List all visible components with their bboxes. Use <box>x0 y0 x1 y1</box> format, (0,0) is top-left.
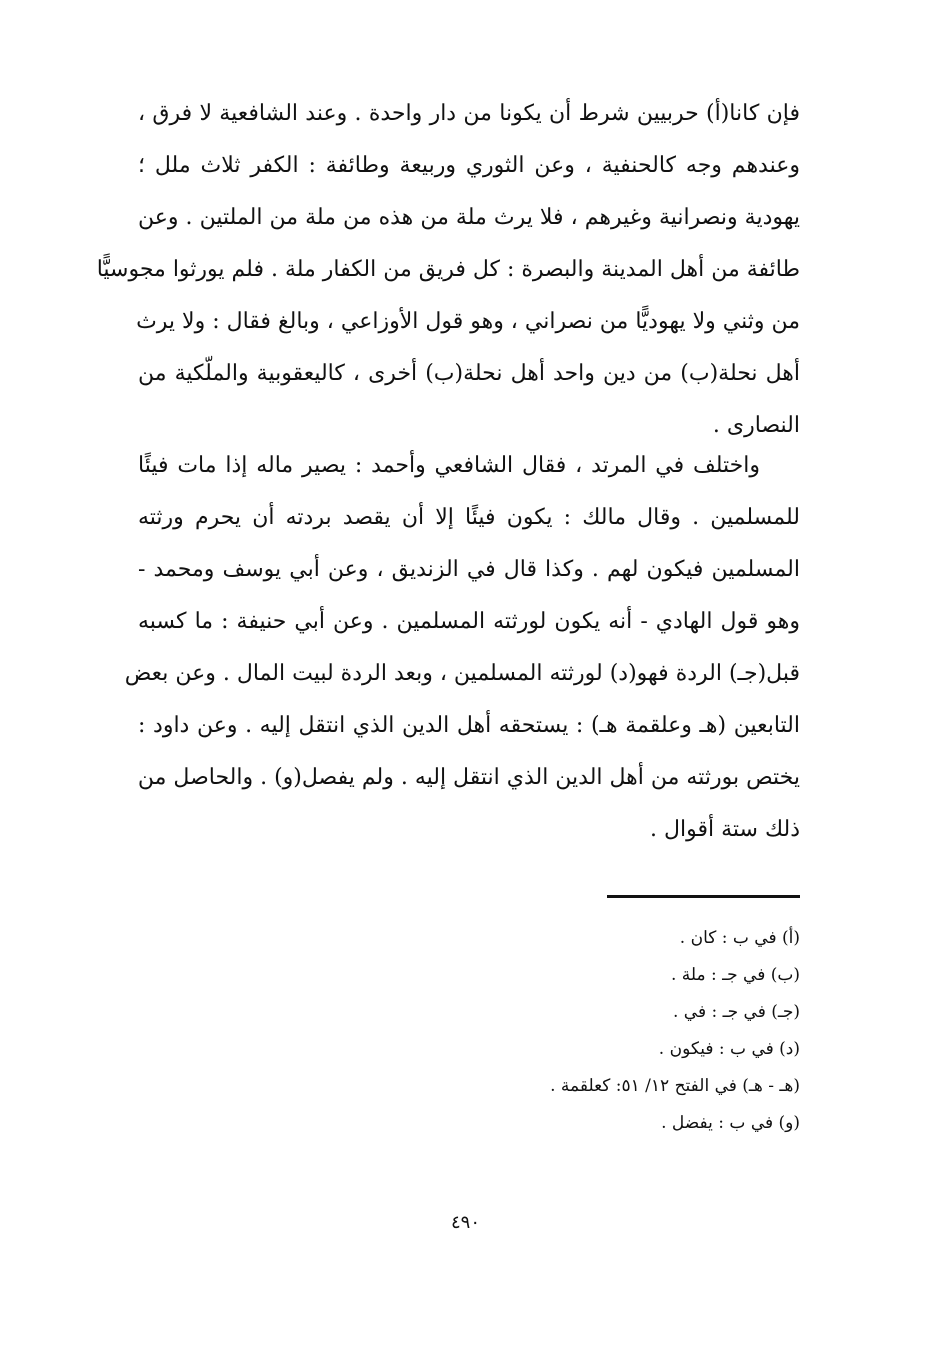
paragraph-2-line-5: قبل(جـ) الردة فهو(د) لورثته المسلمين ، وبعد الردة لبيت المال . وعن بعض <box>124 661 800 686</box>
paragraph-2-line-8: ذلك ستة أقوال . <box>650 817 800 842</box>
paragraph-2-line-1: واختلف في المرتد ، فقال الشافعي وأحمد : يصير ماله إذا مات فيئًا <box>138 453 760 478</box>
paragraph-2 <box>124 440 800 856</box>
paragraph-1-line-1: فإن كانا(أ) حربيين شرط أن يكونا من دار واحدة . وعند الشافعية لا فرق ، <box>138 101 800 126</box>
paragraph-2-line-2: للمسلمين . وقال مالك : يكون فيئًا إلا أن يقصد بردته أن يحرم ورثته <box>138 505 800 530</box>
paragraph-2-line-3: المسلمين فيكون لهم . وكذا قال في الزنديق ، وعن أبي يوسف ومحمد - <box>138 557 800 582</box>
footnote-dal: (د) في ب : فيكون . <box>658 1039 800 1059</box>
paragraph-1-line-7: النصارى . <box>712 413 800 438</box>
paragraph-2-line-7: يختص بورثته من أهل الدين الذي انتقل إليه . ولم يفصل(و) . والحاصل من <box>137 765 800 790</box>
paragraph-1-line-3: يهودية ونصرانية وغيرهم ، فلا يرث ملة من هذه من ملة من الملتين . وعن <box>138 205 800 230</box>
paragraph-1-line-6: أهل نحلة(ب) من دين واحد أهل نحلة(ب) أخرى ، كاليعقوبية والملّكية من <box>138 361 800 386</box>
footnotes <box>380 920 800 1142</box>
paragraph-2-line-6: التابعين (هـ وعلقمة هـ) : يستحقه أهل الدين الذي انتقل إليه . وعن داود : <box>138 713 800 738</box>
footnote-ha: (هـ - هـ) في الفتح ١٢/ ٥١: كعلقمة . <box>550 1076 800 1096</box>
paragraph-2-line-4: وهو قول الهادي - أنه يكون لورثته المسلمين . وعن أبي حنيفة : ما كسبه <box>138 609 800 634</box>
footnote-separator <box>607 895 800 898</box>
footnote-ba: (ب) في جـ : ملة . <box>670 965 800 985</box>
footnote-jim: (جـ) في جـ : في . <box>673 1002 800 1022</box>
footnote-waw: (و) في ب : يفضل . <box>661 1113 800 1133</box>
paragraph-1 <box>96 88 800 452</box>
page-number: ٤٩٠ <box>450 1212 480 1233</box>
paragraph-1-line-5: من وثني ولا يهوديًّا من نصراني ، وهو قول الأوزاعي ، وبالغ فقال : ولا يرث <box>136 309 800 334</box>
paragraph-1-line-4: طائفة من أهل المدينة والبصرة : كل فريق من الكفار ملة . فلم يورثوا مجوسيًّا <box>96 257 800 282</box>
paragraph-1-line-2: وعندهم وجه كالحنفية ، وعن الثوري وربيعة وطائفة : الكفر ثلاث ملل ؛ <box>138 153 800 178</box>
footnote-alif: (أ) في ب : كان . <box>679 928 800 948</box>
